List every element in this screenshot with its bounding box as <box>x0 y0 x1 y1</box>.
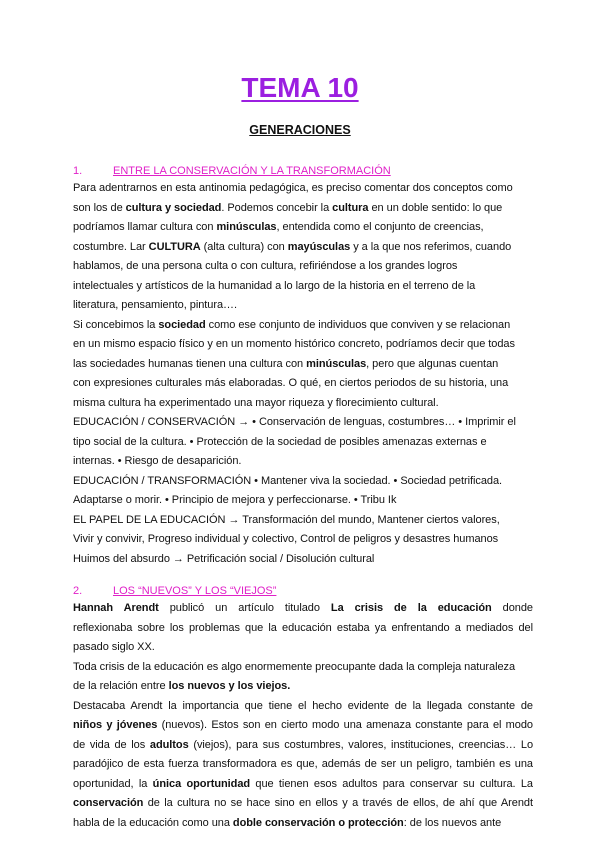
text-line: intelectuales y artísticos de la humanidad a lo largo de la historia en el terreno de la <box>73 279 476 292</box>
bold-term: La crisis de la educación <box>330 602 492 614</box>
text-line: pasado siglo XX. <box>73 641 155 653</box>
text-line: misma cultura ha experimentado una mayor riqueza y florecimiento cultural. <box>73 396 439 409</box>
bold-term: cultura y sociedad <box>125 201 222 214</box>
text-line: Si concebimos la sociedad como ese conjunto de individuos que conviven y se relacionan <box>73 318 511 331</box>
bold-term: doble conservación o protección <box>232 816 404 829</box>
section-heading <box>73 163 533 179</box>
text-line: Vivir y convivir, Progreso individual y colectivo, Control de peligros y desastres humanos <box>73 533 499 545</box>
text-line: EDUCACIÓN / CONSERVACIÓN → • Conservación de lenguas, costumbres… • Imprimir el <box>73 416 516 428</box>
text-line: EL PAPEL DE LA EDUCACIÓN → Transformación del mundo, Mantener ciertos valores, <box>73 513 500 526</box>
text-line: paradójico de esta fuerza transformadora es que, además de ser un peligro, también es una <box>73 758 533 770</box>
text-line: Hannah Arendt publicó un artículo titulado La crisis de la educación donde <box>73 602 533 614</box>
section-title: ENTRE LA CONSERVACIÓN Y LA TRANSFORMACIÓN <box>113 165 391 177</box>
text-line: Huimos del absurdo → Petrificación social / Disolución cultural <box>73 552 375 565</box>
bold-term: Hannah Arendt <box>73 602 159 614</box>
bold-term: CULTURA <box>148 240 201 253</box>
text-line: hablamos, de una persona culta o con cultura, refiriéndose a los grandes logros <box>73 260 458 272</box>
section-1 <box>73 163 533 569</box>
text-line: en un mismo espacio físico y en un momento histórico concreto, podríamos decir que todas <box>73 338 515 350</box>
text-line: son los de cultura y sociedad. Podemos concebir la cultura en un doble sentido: lo que <box>73 201 503 214</box>
text-line: de la relación entre los nuevos y los viejos. <box>73 680 291 692</box>
bold-term: sociedad <box>158 318 206 331</box>
section-2 <box>73 583 533 833</box>
text-line: EDUCACIÓN / TRANSFORMACIÓN • Mantener viva la sociedad. • Sociedad petrificada. <box>73 474 503 487</box>
text-line: Destacaba Arendt la importancia que tiene el hecho evidente de la llegada constante de <box>73 699 533 712</box>
text-line: reflexionaba sobre los problemas que la educación estaba ya enfrentando a mediados del <box>73 621 533 634</box>
section-body <box>73 179 533 569</box>
page-subtitle: GENERACIONES <box>249 123 351 137</box>
section-heading <box>73 583 533 599</box>
text-line: oportunidad, la única oportunidad que tienen esos adultos para conservar su cultura. La <box>73 777 533 790</box>
section-body <box>73 599 533 833</box>
text-line: costumbre. Lar CULTURA (alta cultura) con mayúsculas y a la que nos referimos, cuando <box>73 240 512 253</box>
section-number: 1. <box>73 165 83 177</box>
text-line: con expresiones culturales más elaboradas. O qué, en ciertos periodos de su historia, una <box>73 377 509 389</box>
bold-term: adultos <box>149 738 189 751</box>
text-line: literatura, pensamiento, pintura…. <box>73 299 237 311</box>
bold-term: los nuevos y los viejos. <box>168 680 291 692</box>
text-line: Toda crisis de la educación es algo enormemente preocupante dada la compleja naturaleza <box>73 660 516 673</box>
page-title: TEMA 10 <box>241 72 359 103</box>
text-line: podríamos llamar cultura con minúsculas, entendida como el conjunto de creencias, <box>73 221 484 233</box>
text-line: las sociedades humanas tienen una cultura con minúsculas, pero que algunas cuentan <box>73 357 499 370</box>
bold-term: mayúsculas <box>287 240 351 253</box>
bold-term: cultura <box>332 201 369 214</box>
text-line: de vida de los adultos (viejos), para sus costumbres, valores, instituciones, creencias… Lo <box>73 738 533 751</box>
bold-term: conservación <box>73 797 144 809</box>
text-line: Para adentrarnos en esta antinomia pedagógica, es preciso comentar dos conceptos como <box>73 182 513 194</box>
text-line: niños y jóvenes (nuevos). Estos son en cierto modo una amenaza constante para el modo <box>73 719 533 731</box>
bold-term: única oportunidad <box>152 777 251 790</box>
text-line: Adaptarse o morir. • Principio de mejora y perfeccionarse. • Tribu Ik <box>73 494 397 506</box>
text-line: tipo social de la cultura. • Protección de la sociedad de posibles amenazas externas e <box>73 435 487 448</box>
bold-term: minúsculas <box>216 221 277 233</box>
bold-term: niños y jóvenes <box>73 719 158 731</box>
text-line: internas. • Riesgo de desaparición. <box>73 455 242 467</box>
section-title: LOS “NUEVOS” Y LOS “VIEJOS” <box>113 585 277 597</box>
text-line: conservación de la cultura no se hace sino en ellos y a través de ellos, de ahí que Arendt <box>73 797 533 809</box>
text-line: habla de la educación como una doble conservación o protección: de los nuevos ante <box>73 816 502 829</box>
section-number: 2. <box>73 585 83 597</box>
bold-term: minúsculas <box>306 357 367 370</box>
